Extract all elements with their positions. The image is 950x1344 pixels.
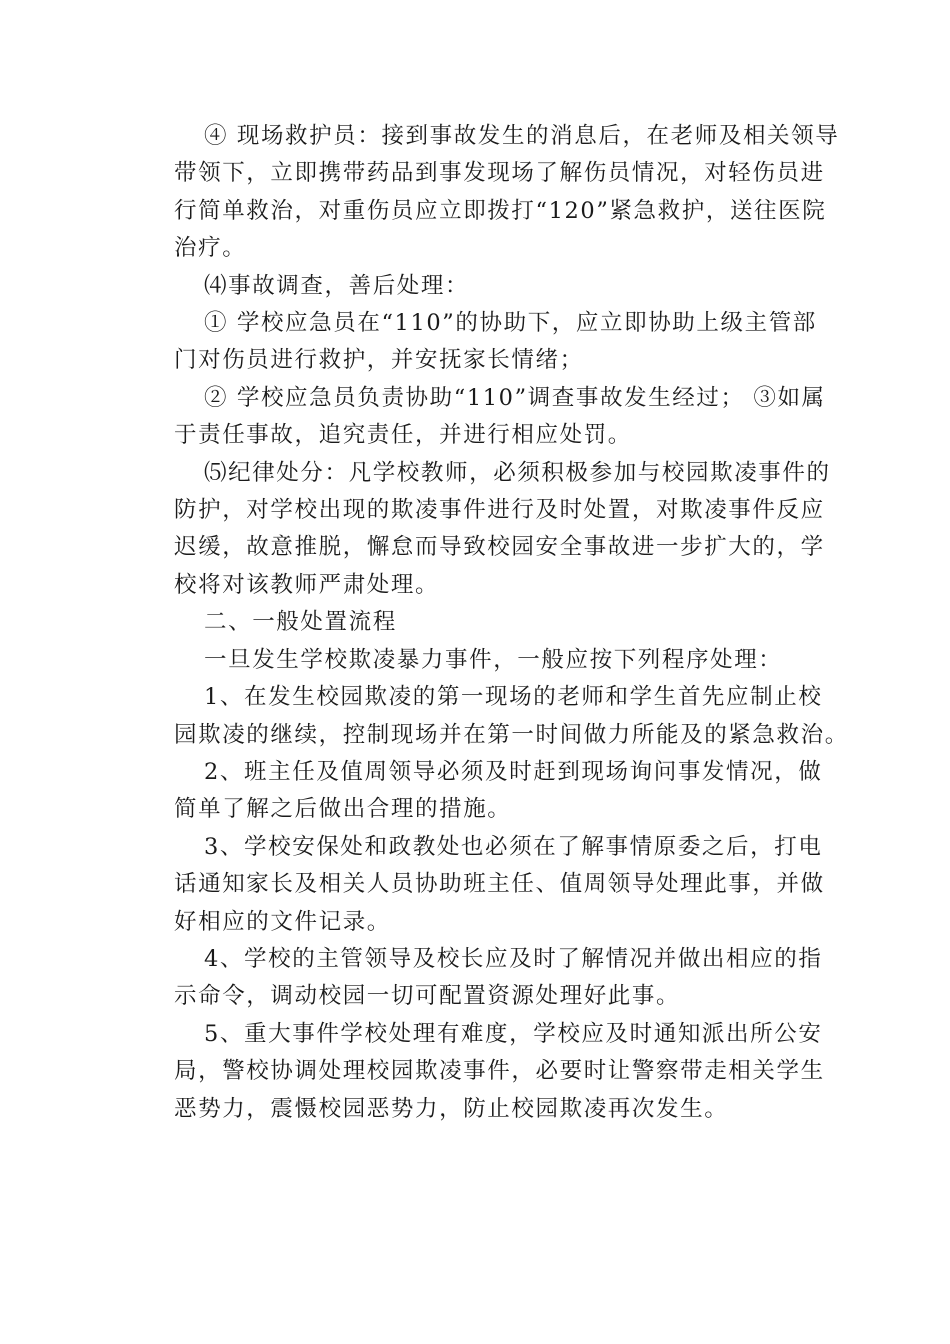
text-line: 恶势力，震慑校园恶势力，防止校园欺凌再次发生。	[174, 1095, 729, 1122]
paragraph-item-1	[144, 305, 817, 380]
paragraph-step-4	[144, 941, 823, 1016]
text-line: 治疗。	[174, 235, 247, 262]
paragraph-accident-investigation	[144, 268, 812, 305]
text-line: 2、班主任及值周领导必须及时赶到现场询问事发情况，做	[204, 758, 823, 785]
text-line: 带领下，立即携带药品到事发现场了解伤员情况，对轻伤员进	[174, 160, 825, 187]
text-line: 行简单救治，对重伤员应立即拨打“120”紧急救护，送往医院	[174, 197, 827, 224]
text-line: ⑸纪律处分：凡学校教师，必须积极参加与校园欺凌事件的	[204, 459, 831, 486]
paragraph-procedure-intro	[144, 642, 812, 679]
text-line: 校将对该教师严肃处理。	[174, 571, 440, 598]
text-line: 门对伤员进行救护，并安抚家长情绪；	[174, 347, 584, 374]
text-line: 局，警校协调处理校园欺凌事件，必要时让警察带走相关学生	[174, 1058, 825, 1085]
text-line: 好相应的文件记录。	[174, 908, 391, 935]
paragraph-item-2-3	[144, 380, 826, 455]
text-line: ① 学校应急员在“110”的协助下，应立即协助上级主管部	[204, 310, 817, 337]
text-line: 3、学校安保处和政教处也必须在了解事情原委之后，打电	[204, 833, 823, 860]
text-line: 迟缓，故意推脱，懈怠而导致校园安全事故进一步扩大的，学	[174, 534, 825, 561]
paragraph-discipline	[144, 455, 831, 605]
text-line: 4、学校的主管领导及校长应及时了解情况并做出相应的指	[204, 945, 823, 972]
paragraph-step-3	[144, 829, 825, 941]
text-line: 简单了解之后做出合理的措施。	[174, 796, 512, 823]
paragraph-step-5	[144, 1016, 825, 1128]
paragraph-step-1	[144, 679, 849, 754]
text-line: 示命令，调动校园一切可配置资源处理好此事。	[174, 983, 681, 1010]
text-line: 防护，对学校出现的欺凌事件进行及时处置，对欺凌事件反应	[174, 497, 825, 524]
text-line: 二、一般处置流程	[204, 609, 397, 636]
paragraph-rescue-officer	[144, 118, 840, 268]
section-heading	[144, 604, 812, 641]
text-line: 于责任事故，追究责任，并进行相应处罚。	[174, 422, 632, 449]
text-line: 一旦发生学校欺凌暴力事件，一般应按下列程序处理：	[204, 646, 783, 673]
text-line: 5、重大事件学校处理有难度，学校应及时通知派出所公安	[204, 1020, 823, 1047]
text-line: 1、在发生校园欺凌的第一现场的老师和学生首先应制止校	[204, 684, 823, 711]
text-line: ④ 现场救护员：接到事故发生的消息后，在老师及相关领导	[204, 123, 840, 149]
text-line: 园欺凌的继续，控制现场并在第一时间做力所能及的紧急救治。	[174, 721, 849, 748]
text-line: ② 学校应急员负责协助“110”调查事故发生经过； ③如属	[204, 384, 826, 411]
text-line: ⑷事故调查，善后处理：	[204, 272, 470, 299]
text-line: 话通知家长及相关人员协助班主任、值周领导处理此事，并做	[174, 871, 825, 898]
paragraph-step-2	[144, 754, 823, 829]
document-body	[144, 118, 849, 1128]
